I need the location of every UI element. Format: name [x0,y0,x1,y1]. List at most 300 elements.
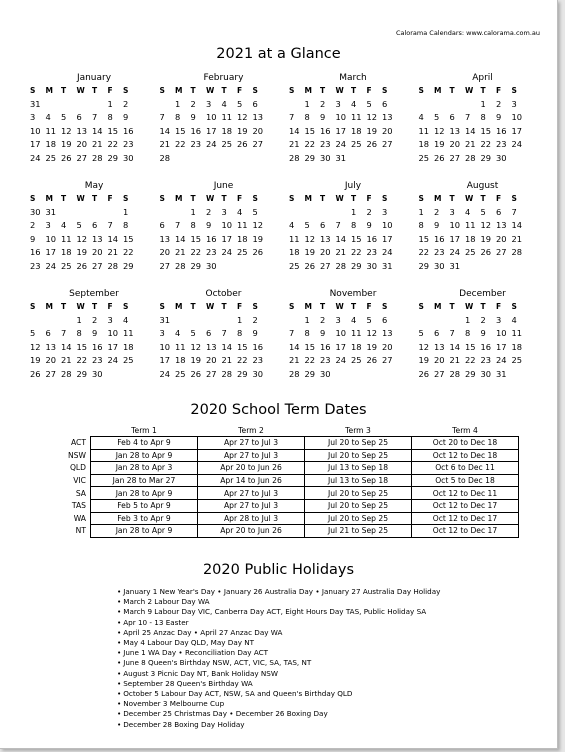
day-cell: 20 [382,341,393,352]
term-row-sa [58,487,519,500]
day-cell: 16 [252,341,264,352]
day-cell: 14 [221,341,233,352]
day-cell: 4 [221,98,227,109]
weekday-header: S [289,302,295,311]
term-row-nt [58,525,519,538]
holiday-item: • October 5 Labour Day ACT, NSW, SA and Queen's Birthday QLD [117,689,440,699]
weekday-header: T [61,194,67,203]
weekday-header: S [418,302,424,311]
day-cell: 20 [92,247,103,258]
day-cell [30,314,46,328]
day-cell: 22 [237,355,248,366]
day-cell: 31 [335,152,347,163]
day-cell: 22 [175,139,186,150]
day-cell: 30 [480,368,492,379]
day-cell [253,260,269,274]
day-cell [496,260,512,274]
day-cell [253,152,269,166]
day-cell: 26 [434,152,445,163]
day-cell: 24 [382,247,393,258]
day-cell: 7 [221,328,227,339]
day-cell [222,260,238,274]
day-cell: 6 [496,206,502,217]
month-days-grid [160,300,280,382]
weekday-header: M [45,194,53,203]
day-cell: 24 [107,355,119,366]
day-cell: 6 [159,220,165,231]
day-cell: 3 [335,98,341,109]
day-cell: 5 [418,328,424,339]
day-cell [77,206,93,220]
day-cell: 17 [206,125,217,136]
day-cell: 27 [206,368,217,379]
day-cell: 4 [418,112,424,123]
day-cell: 6 [320,220,326,231]
day-cell: 15 [175,125,186,136]
day-cell: 8 [107,112,113,123]
day-cell [175,314,191,328]
weekday-header: T [351,302,357,311]
term-row-qld [58,462,519,475]
day-cell: 27 [449,152,461,163]
day-cell: 15 [123,233,134,244]
weekday-header: M [304,86,312,95]
day-cell: 21 [107,247,119,258]
month-july [289,180,409,288]
day-cell [465,98,481,112]
day-cell: 19 [418,355,430,366]
day-cell: 4 [45,112,51,123]
day-cell: 17 [30,139,41,150]
day-cell: 16 [366,233,378,244]
day-cell: 3 [449,206,455,217]
weekday-header: F [237,86,243,95]
day-cell [92,98,108,112]
state-label: TAS [71,501,86,511]
day-cell: 7 [335,220,341,231]
day-cell: 8 [304,328,310,339]
month-name: September [69,289,119,299]
day-cell: 1 [76,314,82,325]
day-cell: 26 [76,260,88,271]
month-june [160,180,280,288]
weekday-header: S [30,194,36,203]
day-cell: 2 [252,314,258,325]
day-cell: 13 [382,112,393,123]
day-cell: 27 [92,260,103,271]
day-cell: 1 [175,98,181,109]
weekday-header: T [320,86,326,95]
day-cell: 28 [335,260,347,271]
day-cell: 12 [61,125,72,136]
day-cell: 6 [252,98,258,109]
day-cell [237,152,253,166]
term-cell: Oct 6 to Dec 11 [412,462,519,475]
month-name: July [344,181,362,191]
day-cell: 4 [289,220,295,231]
weekday-header: T [351,86,357,95]
day-cell [160,206,176,220]
day-cell: 2 [92,314,98,325]
day-cell: 22 [304,139,316,150]
term-cell: Jul 20 to Sep 25 [305,449,412,462]
term-cell: Oct 12 to Dec 17 [412,525,519,538]
day-cell: 20 [320,247,331,258]
month-name: May [84,181,104,191]
day-cell: 14 [159,125,171,136]
term-header-row [58,424,519,437]
day-cell: 30 [123,152,134,163]
day-cell: 3 [206,98,212,109]
day-cell: 19 [237,125,248,136]
term-row-vic [58,474,519,487]
day-cell: 25 [418,152,430,163]
day-cell: 25 [465,247,476,258]
day-cell: 12 [304,233,316,244]
day-cell: 21 [159,139,171,150]
term-cell: Apr 27 to Jul 3 [198,499,305,512]
day-cell: 11 [123,328,134,339]
day-cell: 29 [107,152,119,163]
day-cell: 8 [304,112,310,123]
month-days-grid [160,84,280,166]
day-cell: 9 [252,328,258,339]
day-cell: 8 [480,112,486,123]
day-cell [289,206,305,220]
weekday-header: W [465,86,474,95]
day-cell: 15 [351,233,362,244]
day-cell: 14 [175,233,186,244]
day-cell: 4 [237,206,243,217]
day-cell: 4 [351,98,357,109]
month-december [419,288,539,396]
month-name: October [205,289,242,299]
month-name: March [339,73,367,83]
day-cell: 5 [366,314,372,325]
day-cell [367,368,383,382]
term-header-3: Term 3 [345,425,371,435]
day-cell: 26 [30,368,41,379]
day-cell: 27 [320,260,331,271]
day-cell: 18 [237,233,248,244]
day-cell: 25 [123,355,134,366]
day-cell [123,368,139,382]
day-cell: 21 [92,139,103,150]
day-cell: 10 [206,112,217,123]
day-cell: 28 [511,247,523,258]
day-cell: 15 [465,341,476,352]
day-cell: 18 [123,341,134,352]
day-cell: 24 [206,139,217,150]
day-cell: 24 [159,368,171,379]
day-cell: 3 [30,112,36,123]
day-cell: 26 [190,368,202,379]
month-days-grid [289,300,409,382]
day-cell [351,368,367,382]
day-cell: 11 [221,112,233,123]
month-days-grid [30,300,150,382]
state-label: NT [75,526,86,536]
month-february [160,72,280,180]
day-cell: 28 [289,368,300,379]
term-cell: Jan 28 to Apr 3 [91,462,198,475]
day-cell: 15 [237,341,248,352]
term-row-wa [58,512,519,525]
day-cell [206,152,222,166]
day-cell: 6 [45,328,51,339]
weekday-header: S [418,86,424,95]
day-cell: 28 [289,152,300,163]
day-cell: 4 [465,206,471,217]
day-cell: 19 [30,355,41,366]
day-cell: 11 [289,233,300,244]
day-cell: 26 [366,139,378,150]
holiday-item: • March 9 Labour Day VIC, Canberra Day ACT, Eight Hours Day TAS, Public Holiday SA [117,607,440,617]
day-cell: 27 [159,260,171,271]
weekday-header: M [434,86,442,95]
day-cell [222,152,238,166]
holiday-item: • September 28 Queen's Birthday WA [117,679,440,689]
day-cell: 29 [304,368,316,379]
day-cell: 16 [190,125,202,136]
day-cell: 9 [496,112,502,123]
day-cell: 3 [335,314,341,325]
weekday-header: S [511,302,517,311]
day-cell: 29 [304,152,316,163]
day-cell [175,152,191,166]
day-cell: 3 [511,98,517,109]
weekday-header: M [434,194,442,203]
day-cell: 4 [61,220,67,231]
day-cell: 19 [366,341,378,352]
day-cell: 19 [76,247,88,258]
day-cell: 16 [206,233,217,244]
day-cell: 16 [92,341,103,352]
day-cell: 28 [175,260,186,271]
day-cell: 5 [480,206,486,217]
day-cell [46,98,62,112]
day-cell [450,98,466,112]
weekday-header: F [366,302,372,311]
day-cell: 8 [123,220,129,231]
day-cell: 16 [496,125,507,136]
weekday-header: T [320,194,326,203]
term-header-1: Term 1 [131,425,157,435]
weekday-header: F [237,302,243,311]
month-october [160,288,280,396]
holiday-item: • June 8 Queen's Birthday NSW, ACT, VIC, SA, TAS, NT [117,658,440,668]
state-label: WA [73,513,86,523]
day-cell: 10 [159,341,171,352]
day-cell: 5 [30,328,36,339]
weekday-header: W [206,86,215,95]
day-cell: 13 [382,328,393,339]
day-cell: 1 [190,206,196,217]
day-cell: 2 [190,98,196,109]
weekday-header: T [190,302,196,311]
day-cell: 23 [434,247,445,258]
day-cell: 21 [289,139,300,150]
day-cell: 20 [449,139,461,150]
day-cell: 25 [221,139,233,150]
term-row-act [58,437,519,450]
day-cell: 1 [123,206,129,217]
month-january [30,72,150,180]
day-cell: 5 [252,206,258,217]
day-cell: 18 [351,125,362,136]
day-cell [450,314,466,328]
weekday-header: T [221,194,227,203]
day-cell: 7 [465,112,471,123]
day-cell: 10 [221,220,233,231]
day-cell: 18 [221,125,233,136]
day-cell [382,368,398,382]
day-cell [289,98,305,112]
term-cell: Jul 13 to Sep 18 [305,474,412,487]
term-cell: Apr 20 to Jun 26 [198,462,305,475]
weekday-header: T [190,194,196,203]
month-march [289,72,409,180]
day-cell: 7 [175,220,181,231]
public-holidays-title: 2020 Public Holidays [202,562,355,578]
day-cell: 9 [123,112,129,123]
term-cell: Feb 5 to Apr 9 [91,499,198,512]
day-cell: 26 [480,247,492,258]
weekday-header: S [382,194,388,203]
day-cell: 20 [382,125,393,136]
day-cell: 7 [289,112,295,123]
day-cell: 20 [159,247,171,258]
day-cell: 13 [159,233,171,244]
day-cell: 18 [418,139,430,150]
day-cell: 20 [252,125,264,136]
day-cell: 19 [252,233,264,244]
day-cell: 15 [480,125,492,136]
day-cell: 23 [30,260,41,271]
day-cell: 4 [351,314,357,325]
weekday-header: T [320,302,326,311]
weekday-header: F [366,194,372,203]
weekday-header: M [175,302,183,311]
state-label: VIC [73,476,86,486]
day-cell: 28 [61,368,72,379]
day-cell: 14 [511,220,523,231]
holiday-item: • April 25 Anzac Day • April 27 Anzac Day WA [117,628,440,638]
weekday-header: M [304,302,312,311]
day-cell: 2 [30,220,36,231]
day-cell: 2 [320,98,326,109]
day-cell: 27 [45,368,57,379]
day-cell: 17 [221,233,233,244]
day-cell: 12 [76,233,88,244]
day-cell: 9 [190,112,196,123]
day-cell: 9 [320,112,326,123]
day-cell [305,206,321,220]
day-cell: 6 [76,112,82,123]
day-cell: 9 [320,328,326,339]
day-cell: 30 [30,206,41,217]
day-cell: 19 [304,247,316,258]
day-cell: 17 [382,233,393,244]
term-header-blank [58,424,91,437]
day-cell: 5 [61,112,67,123]
day-cell [512,368,528,382]
months-grid [30,72,548,396]
term-header-4: Term 4 [452,425,478,435]
day-cell: 10 [496,328,507,339]
day-cell: 28 [107,260,119,271]
day-cell: 7 [449,328,455,339]
day-cell: 22 [76,355,88,366]
day-cell: 19 [366,125,378,136]
day-cell: 16 [480,341,492,352]
day-cell: 31 [30,98,41,109]
holiday-item: • Apr 10 - 13 Easter [117,618,440,628]
day-cell: 24 [45,260,57,271]
day-cell: 28 [92,152,103,163]
weekday-header: T [92,86,98,95]
term-cell: Jul 20 to Sep 25 [305,487,412,500]
weekday-header: S [123,194,129,203]
day-cell: 13 [206,341,217,352]
day-cell: 25 [511,355,523,366]
day-cell: 22 [304,355,316,366]
day-cell: 23 [206,247,217,258]
month-name: December [459,289,506,299]
day-cell: 21 [511,233,523,244]
weekday-header: M [175,194,183,203]
day-cell [465,260,481,274]
weekday-header: W [335,194,344,203]
weekday-header: T [61,302,67,311]
state-label: ACT [70,438,86,448]
month-april [419,72,539,180]
day-cell: 10 [107,328,119,339]
day-cell: 21 [465,139,476,150]
day-cell: 12 [434,125,445,136]
day-cell: 5 [366,98,372,109]
day-cell: 17 [159,355,171,366]
day-cell: 18 [175,355,186,366]
term-cell: Jan 28 to Apr 9 [91,449,198,462]
term-cell: Apr 27 to Jul 3 [198,487,305,500]
month-name: November [329,289,377,299]
day-cell: 29 [190,260,202,271]
weekday-header: T [221,302,227,311]
credit-text: Calorama Calendars: www.calorama.com.au [395,29,540,37]
weekday-header: T [449,194,455,203]
day-cell: 16 [320,125,331,136]
day-cell: 6 [92,220,98,231]
holiday-item: • June 1 WA Day • Reconciliation Day ACT [117,648,440,658]
day-cell: 2 [480,314,486,325]
day-cell: 25 [175,368,186,379]
weekday-header: F [237,194,243,203]
day-cell: 31 [496,368,507,379]
day-cell: 28 [159,152,171,163]
month-name: August [466,181,499,191]
weekday-header: F [107,86,113,95]
day-cell: 4 [511,314,517,325]
day-cell: 10 [449,220,461,231]
day-cell [191,314,207,328]
day-cell: 23 [92,355,103,366]
weekday-header: M [304,194,312,203]
term-row-tas [58,499,519,512]
day-cell: 10 [382,220,393,231]
weekday-header: M [434,302,442,311]
day-cell: 1 [237,314,243,325]
